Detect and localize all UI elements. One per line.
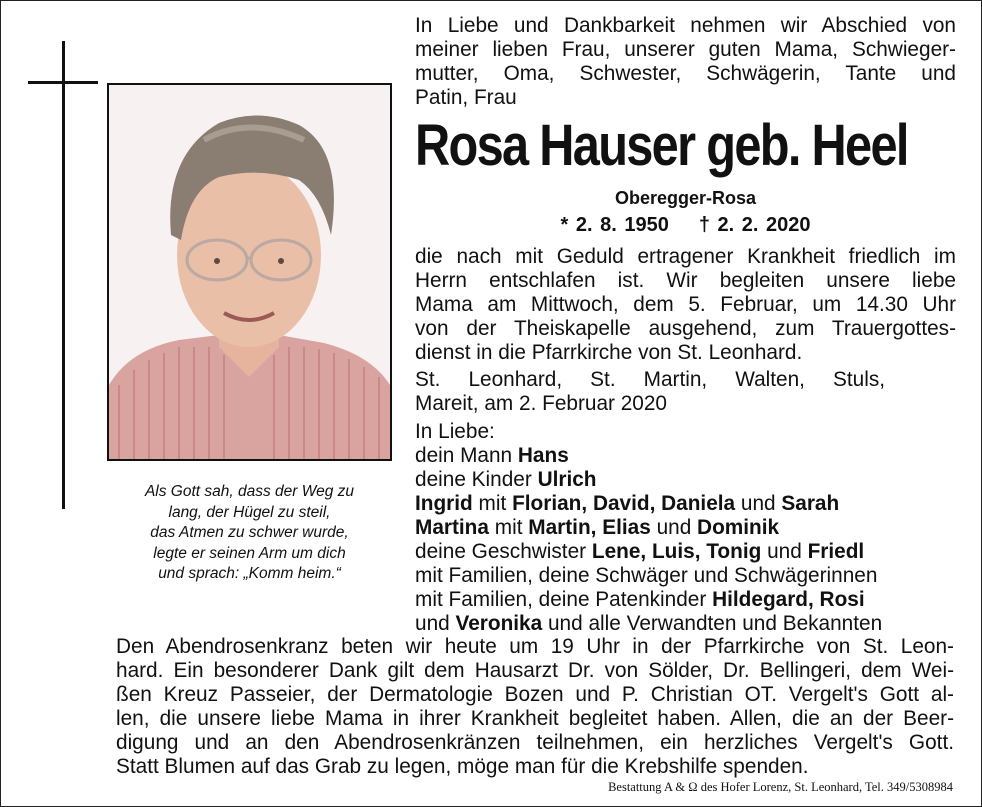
intro-line: mutter, Oma, Schwester, Schwägerin, Tante und	[415, 62, 956, 85]
place-line: St. Leonhard, St. Martin, Walten, Stuls,	[415, 368, 885, 391]
intro-line: meiner lieben Frau, unserer guten Mama, Schwieger-	[415, 38, 956, 61]
survivor-line: deine Kinder Ulrich	[415, 468, 597, 491]
cross-icon-horizontal	[28, 81, 98, 84]
bottom-line: Statt Blumen auf das Grab zu legen, möge man für die Krebshilfe spenden.	[116, 755, 809, 778]
intro-text	[415, 14, 956, 110]
place-line: Mareit, am 2. Februar 2020	[415, 392, 667, 415]
poem	[107, 482, 392, 585]
survivor-line: mit Familien, deine Schwäger und Schwägerinnen	[415, 564, 878, 587]
bottom-line: digung und an den Abendrosenkränzen teilnehmen, ein herzliches Vergelt's Gott.	[116, 731, 954, 754]
survivor-line: Martina mit Martin, Elias und Dominik	[415, 516, 780, 539]
survivor-line: Ingrid mit Florian, David, Daniela und Sarah	[415, 492, 840, 515]
poem-line: und sprach: „Komm heim.“	[158, 565, 341, 582]
portrait-illustration	[109, 85, 390, 459]
death-date: † 2. 2. 2020	[698, 214, 811, 236]
place-date	[415, 368, 956, 416]
funeral-line: von der Theiskapelle ausgehend, zum Trauergottes-	[415, 317, 956, 340]
bottom-line: ßen Kreuz Passeier, der Dermatologie Bozen und P. Christian OT. Vergelt's Gott al-	[116, 683, 954, 706]
deceased-name: Rosa Hauser geb. Heel	[415, 113, 908, 178]
survivor-line: und Veronika und alle Verwandten und Bekannten	[415, 612, 883, 635]
survivor-line: mit Familien, deine Patenkinder Hildegard, Rosi	[415, 588, 865, 611]
portrait-photo	[107, 83, 392, 461]
poem-line: lang, der Hügel zu steil,	[168, 503, 331, 521]
rosary-thanks-text	[116, 635, 954, 779]
nickname: Oberegger-Rosa	[614, 188, 757, 208]
funeral-line: dienst in die Pfarrkirche von St. Leonhard.	[415, 341, 803, 364]
funeral-home-footer: Bestattung A & Ω des Hofer Lorenz, St. Leonhard, Tel. 349/5308984	[608, 780, 953, 794]
bottom-line: hard. Ein besonderer Dank gilt dem Hausarzt Dr. von Sölder, Dr. Bellingeri, dem Wei-	[116, 659, 954, 682]
funeral-line: Herrn entschlafen ist. Wir begleiten unsere liebe	[415, 269, 956, 292]
survivor-line: deine Geschwister Lene, Luis, Tonig und Friedl	[415, 540, 865, 563]
life-dates	[415, 213, 956, 237]
survivor-line: dein Mann Hans	[415, 444, 569, 467]
funeral-line: Mama am Mittwoch, dem 5. Februar, um 14.30 Uhr	[415, 293, 956, 316]
birth-date: * 2. 8. 1950	[560, 214, 669, 236]
survivors-heading: In Liebe:	[415, 420, 495, 443]
poem-line: Als Gott sah, dass der Weg zu	[144, 483, 355, 500]
intro-line: Patin, Frau	[415, 86, 517, 109]
poem-line: legte er seinen Arm um dich	[153, 544, 346, 562]
funeral-text	[415, 245, 956, 365]
poem-line: das Atmen zu schwer wurde,	[150, 524, 349, 541]
cross-icon-vertical	[62, 41, 65, 509]
survivors-list	[415, 420, 956, 636]
intro-line: In Liebe und Dankbarkeit nehmen wir Abschied von	[415, 14, 956, 37]
funeral-line: die nach mit Geduld ertragener Krankheit friedlich im	[415, 245, 956, 268]
bottom-line: Den Abendrosenkranz beten wir heute um 19 Uhr in der Pfarrkirche von St. Leon-	[116, 635, 954, 658]
bottom-line: len, die unsere liebe Mama in ihrer Krankheit begleitet haben. Allen, die an der Beer-	[116, 707, 954, 730]
